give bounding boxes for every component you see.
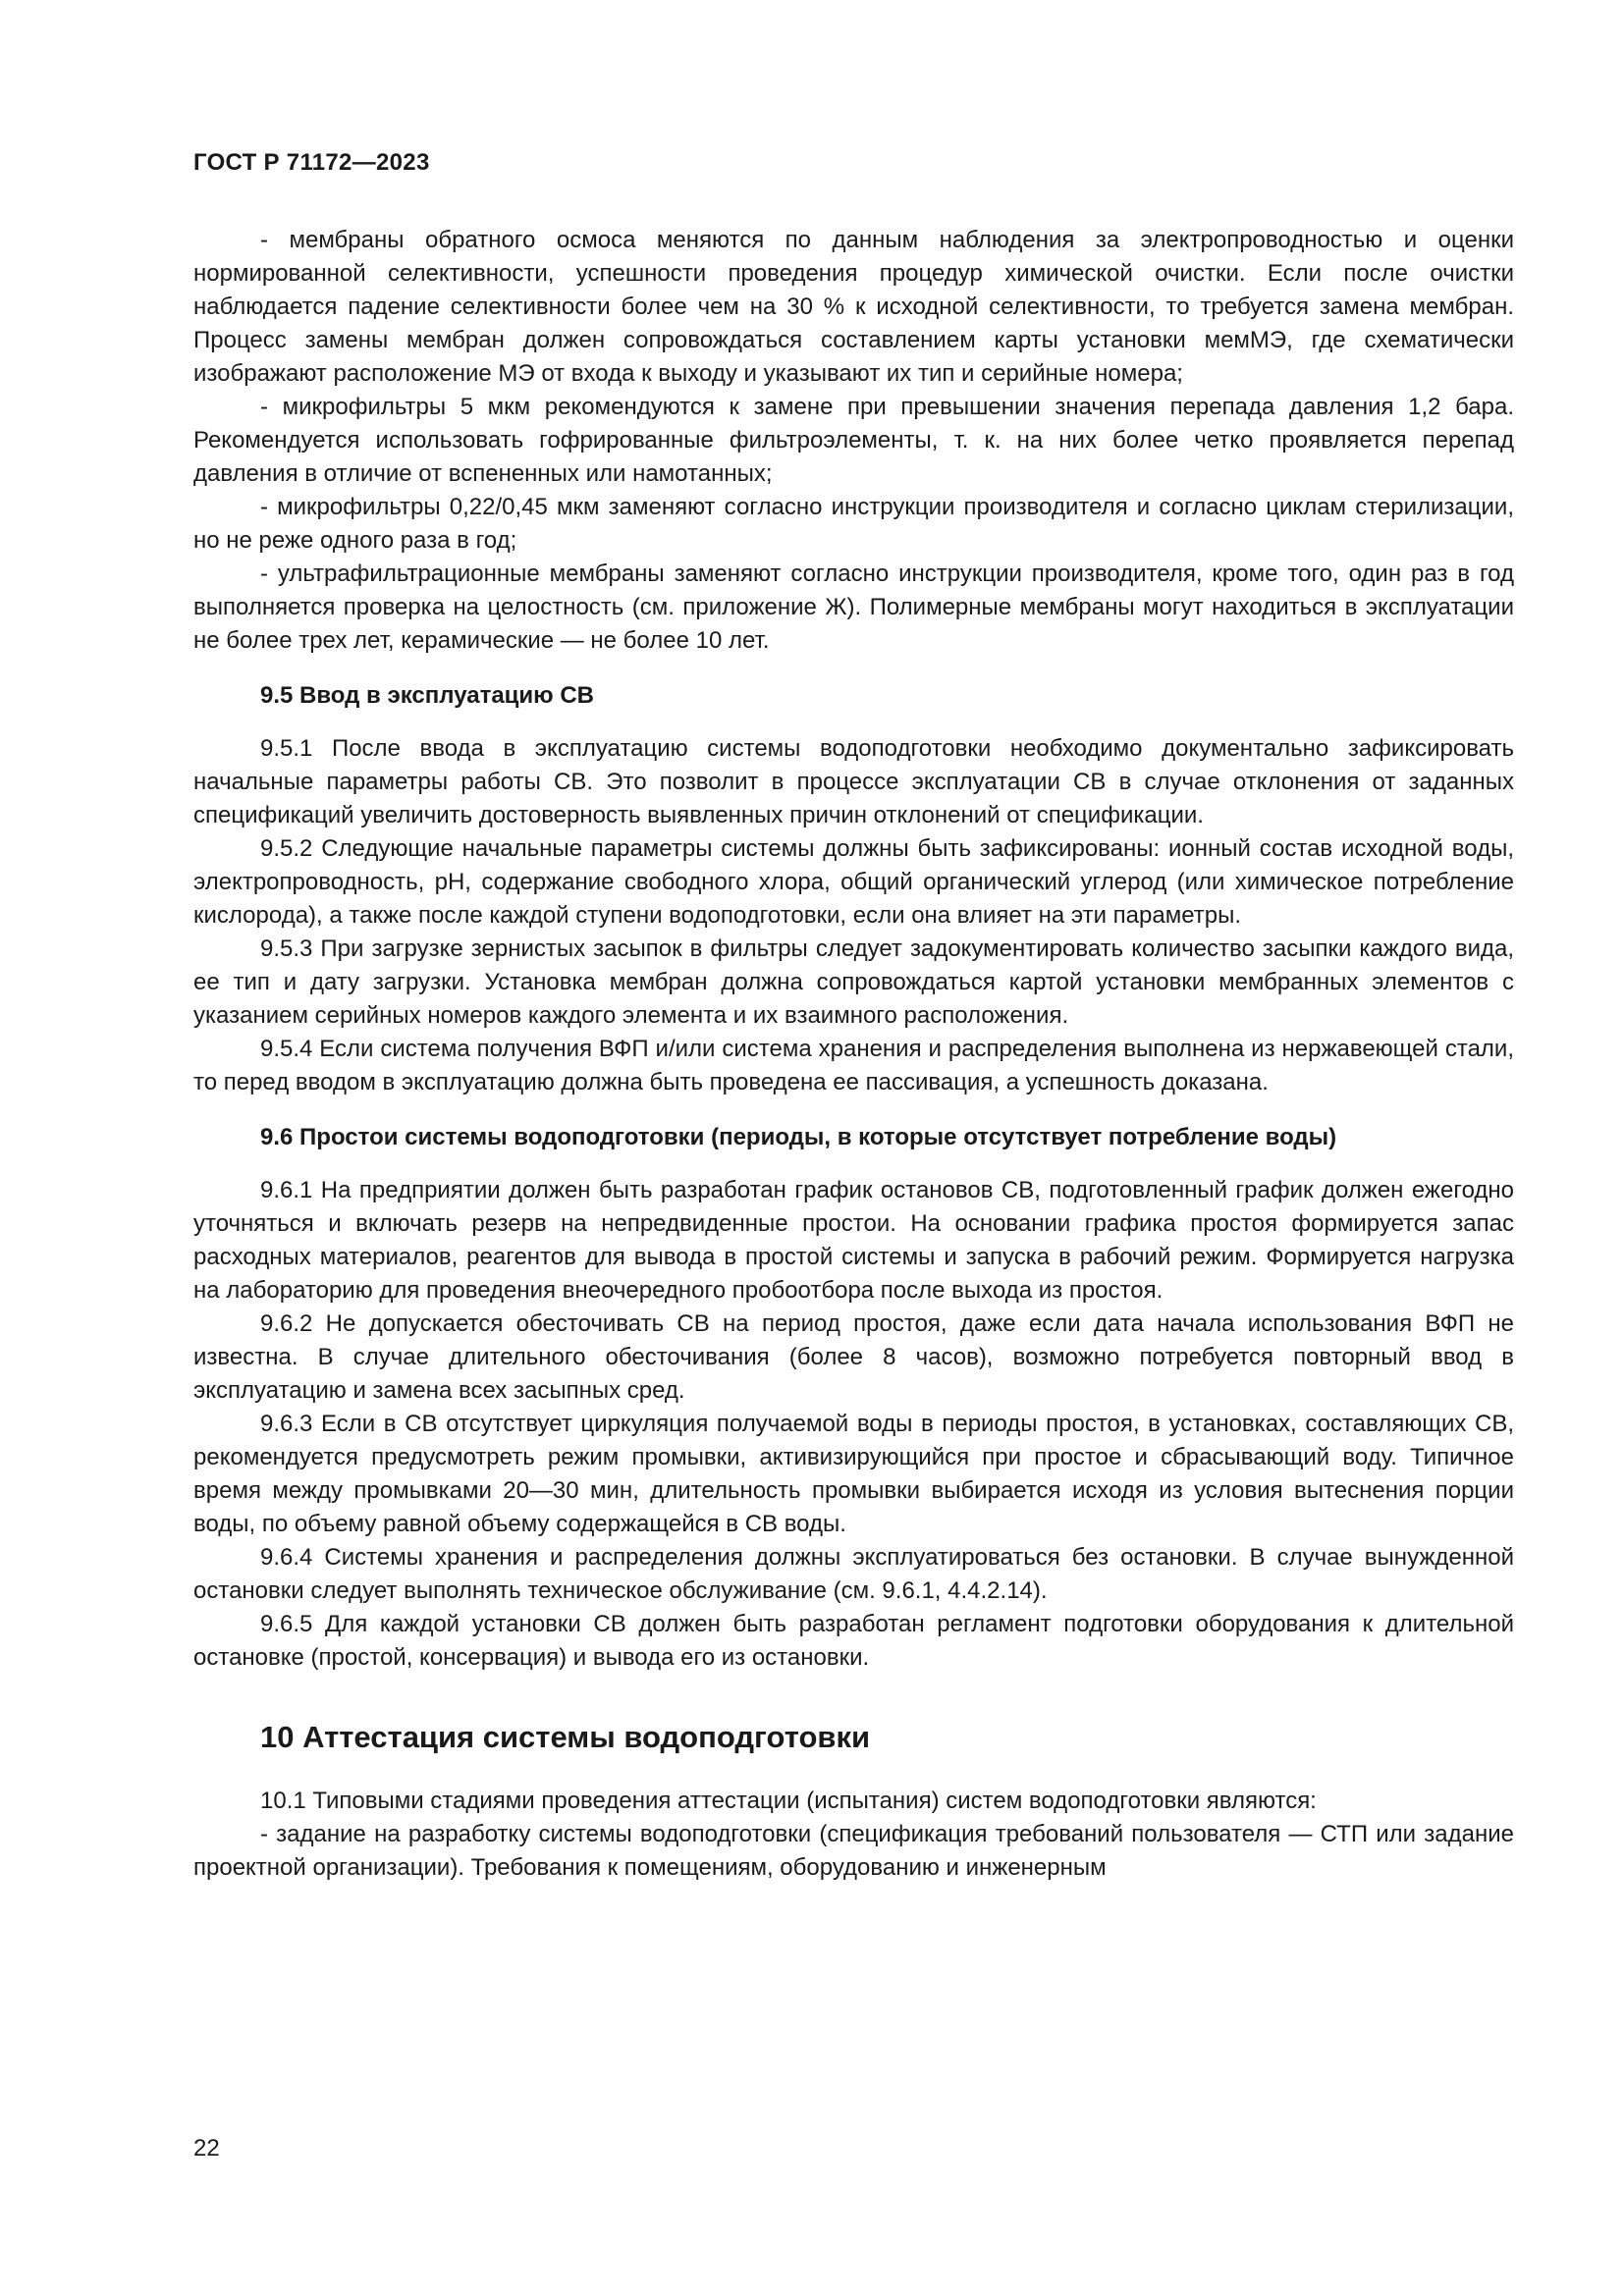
list-item: - микрофильтры 0,22/0,45 мкм заменяют согласно инструкции производителя и согласно циклам стерилизации, но не реже одного раза в год;	[193, 494, 1514, 554]
section-10-heading: 10 Аттестация системы водоподготовки	[260, 1720, 871, 1754]
standard-code-header: ГОСТ Р 71172—2023	[193, 149, 430, 176]
list-item: - мембраны обратного осмоса меняются по данным наблюдения за электропроводностью и оценки нормированной селективности, успешности проведения процедур химической очистки. Если после очистки наблюдается падение селективности более чем на 30 % к исходной селективности, то требуется замена мембран. Процесс замены мембран должен сопровождаться составлением карты установки мемМЭ, где схематически изображают расположение МЭ от входа к выходу и указывают их тип и серийные номера;	[193, 227, 1514, 387]
paragraph: 9.6.1 На предприятии должен быть разработан график остановов СВ, подготовленный график должен ежегодно уточняться и включать резерв на непредвиденные простои. На основании графика простоя формируется запас расходных материалов, реагентов для вывода в простой системы и запуска в рабочий режим. Формируется нагрузка на лабораторию для проведения внеочередного пробоотбора после выхода из простоя.	[193, 1177, 1514, 1304]
list-item: - задание на разработку системы водоподготовки (спецификация требований пользователя — СТП или задание проектной организации). Требования к помещениям, оборудованию и инженерным	[193, 1821, 1514, 1881]
paragraph: 10.1 Типовыми стадиями проведения аттестации (испытания) систем водоподготовки являются:	[260, 1788, 1317, 1814]
paragraph: 9.5.4 Если система получения ВФП и/или система хранения и распределения выполнена из нержавеющей стали, то перед вводом в эксплуатацию должна быть проведена ее пассивация, а успешность доказана.	[193, 1036, 1514, 1095]
paragraph: 9.5.2 Следующие начальные параметры системы должны быть зафиксированы: ионный состав исходной воды, электропроводность, pH, содержание свободного хлора, общий органический углерод (или химическое потребление кислорода), а также после каждой ступени водоподготовки, если она влияет на эти параметры.	[193, 835, 1514, 929]
section-9-6-heading: 9.6 Простои системы водоподготовки (периоды, в которые отсутствует потребление воды)	[260, 1124, 1337, 1150]
list-item: - ультрафильтрационные мембраны заменяют согласно инструкции производителя, кроме того, один раз в год выполняется проверка на целостность (см. приложение Ж). Полимерные мембраны могут находиться в эксплуатации не более трех лет, керамические — не более 10 лет.	[193, 561, 1514, 654]
list-item: - микрофильтры 5 мкм рекомендуются к замене при превышении значения перепада давления 1,2 бара. Рекомендуется использовать гофрированные фильтроэлементы, т. к. на них более четко проявляется перепад давления в отличие от вспененных или намотанных;	[193, 394, 1514, 487]
paragraph: 9.6.2 Не допускается обесточивать СВ на период простоя, даже если дата начала использования ВФП не известна. В случае длительного обесточивания (более 8 часов), возможно потребуется повторный ввод в эксплуатацию и замена всех засыпных сред.	[193, 1310, 1514, 1404]
section-9-5-heading: 9.5 Ввод в эксплуатацию СВ	[260, 682, 595, 709]
paragraph: 9.6.5 Для каждой установки СВ должен быть разработан регламент подготовки оборудования к длительной остановке (простой, консервация) и вывода его из остановки.	[193, 1611, 1514, 1671]
paragraph: 9.6.3 Если в СВ отсутствует циркуляция получаемой воды в периоды простоя, в установках, составляющих СВ, рекомендуется предусмотреть режим промывки, активизирующийся при простое и сбрасывающий воду. Типичное время между промывками 20—30 мин, длительность промывки выбирается исходя из условия вытеснения порции воды, по объему равной объему содержащейся в СВ воды.	[193, 1411, 1514, 1537]
paragraph: 9.6.4 Системы хранения и распределения должны эксплуатироваться без остановки. В случае вынужденной остановки следует выполнять техническое обслуживание (см. 9.6.1, 4.4.2.14).	[193, 1544, 1514, 1604]
page-number: 22	[193, 2135, 220, 2162]
paragraph: 9.5.1 После ввода в эксплуатацию системы водоподготовки необходимо документально зафиксировать начальные параметры работы СВ. Это позволит в процессе эксплуатации СВ в случае отклонения от заданных спецификаций увеличить достоверность выявленных причин отклонений от спецификации.	[193, 735, 1514, 828]
paragraph: 9.5.3 При загрузке зернистых засыпок в фильтры следует задокументировать количество засыпки каждого вида, ее тип и дату загрузки. Установка мембран должна сопровождаться картой установки мембранных элементов с указанием серийных номеров каждого элемента и их взаимного расположения.	[193, 935, 1514, 1029]
page-content	[193, 224, 1514, 1885]
